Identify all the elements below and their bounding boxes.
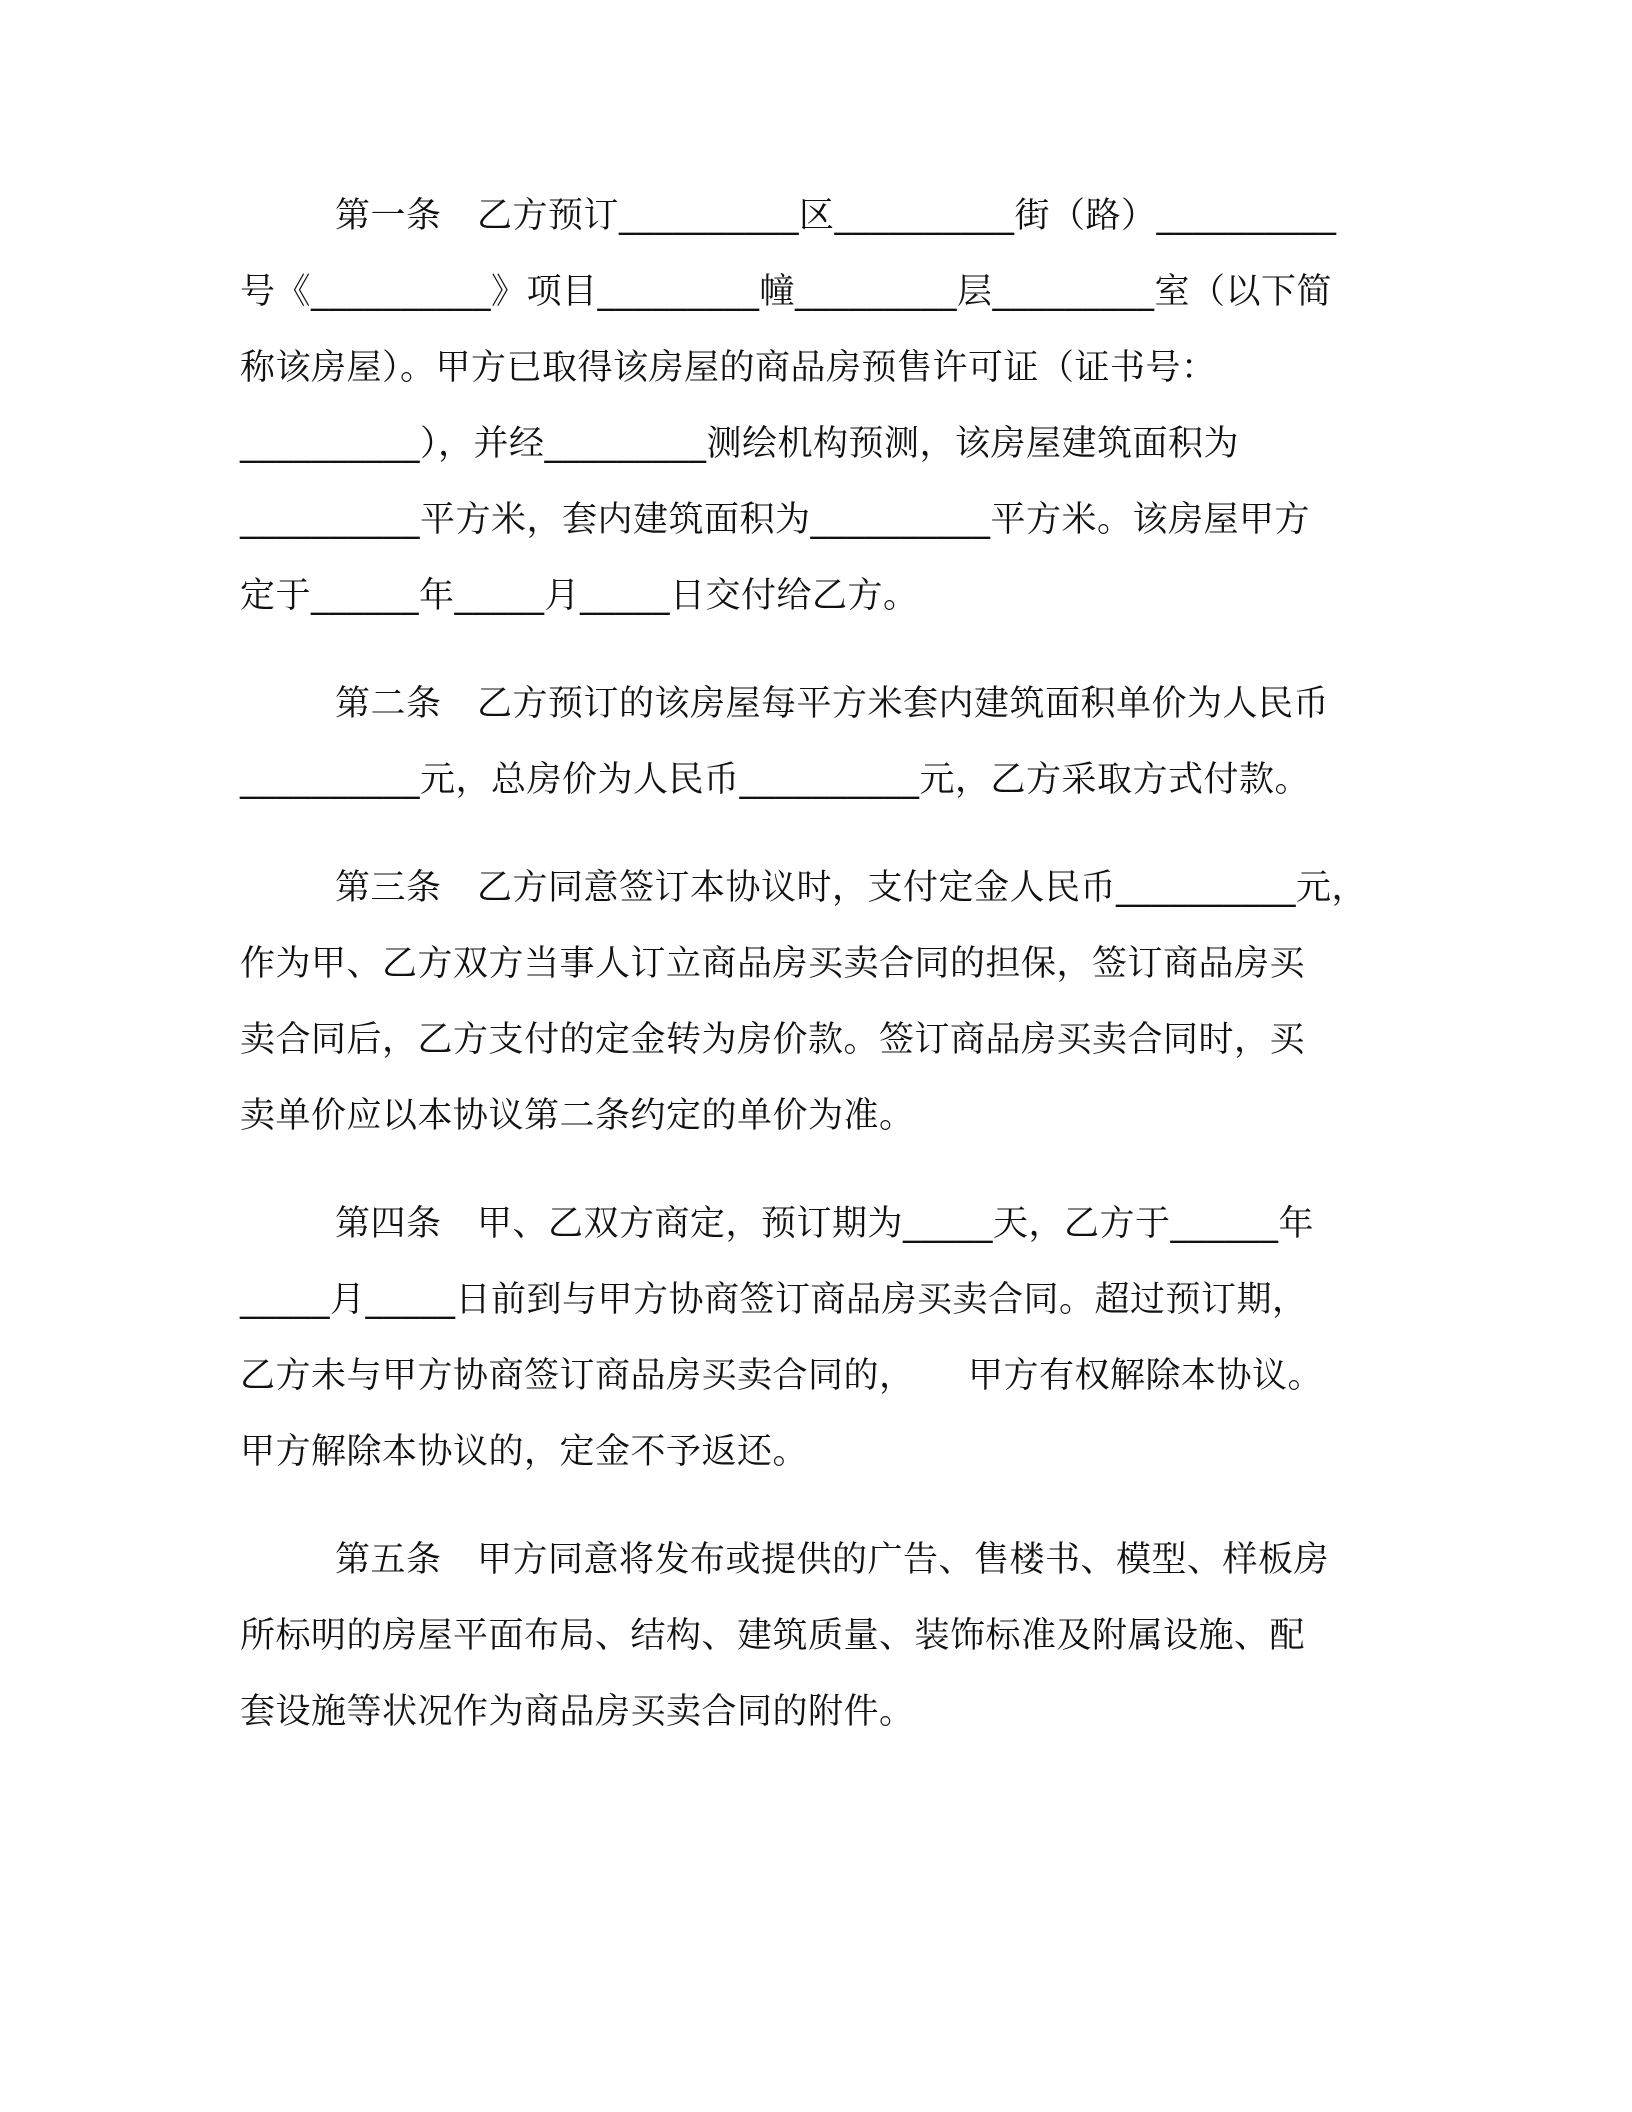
article-2-line-2: __________元，总房价为人民币__________元，乙方采取方式付款。 — [240, 760, 1311, 800]
article-1-line-5: __________平方米，套内建筑面积为__________平方米。该房屋甲方 — [240, 500, 1311, 540]
article-1-line-3: 称该房屋）。甲方已取得该房屋的商品房预售许可证（证书号： — [240, 348, 1217, 388]
article-1-line-4: __________），并经_________测绘机构预测，该房屋建筑面积为 — [240, 424, 1240, 464]
article-3-line-1: 第三条 乙方同意签订本协议时，支付定金人民币__________元， — [335, 868, 1368, 908]
article-4-line-4: 甲方解除本协议的，定金不予返还。 — [240, 1432, 809, 1472]
article-4-line-1: 第四条 甲、乙双方商定，预订期为_____天，乙方于______年 — [335, 1204, 1315, 1244]
article-1-line-2: 号《__________》项目_________幢_________层_________室（以下简 — [240, 272, 1333, 312]
article-3-line-4: 卖单价应以本协议第二条约定的单价为准。 — [240, 1096, 915, 1136]
article-2-line-1: 第二条 乙方预订的该房屋每平方米套内建筑面积单价为人民币 — [335, 684, 1330, 724]
article-3-line-2: 作为甲、乙方双方当事人订立商品房买卖合同的担保，签订商品房买 — [240, 944, 1306, 984]
article-4-line-3: 乙方未与甲方协商签订商品房买卖合同的， 甲方有权解除本协议。 — [240, 1356, 1324, 1396]
article-1-line-6: 定于______年_____月_____日交付给乙方。 — [240, 576, 919, 616]
article-5-line-3: 套设施等状况作为商品房买卖合同的附件。 — [240, 1692, 915, 1732]
article-4-line-2: _____月_____日前到与甲方协商签订商品房买卖合同。超过预订期， — [240, 1280, 1308, 1320]
article-5-line-1: 第五条 甲方同意将发布或提供的广告、售楼书、模型、样板房 — [335, 1540, 1330, 1580]
article-3-line-3: 卖合同后，乙方支付的定金转为房价款。签订商品房买卖合同时，买 — [240, 1020, 1306, 1060]
article-5-line-2: 所标明的房屋平面布局、结构、建筑质量、装饰标准及附属设施、配 — [240, 1616, 1306, 1656]
article-1-line-1: 第一条 乙方预订__________区__________街（路）__________ — [335, 196, 1337, 236]
